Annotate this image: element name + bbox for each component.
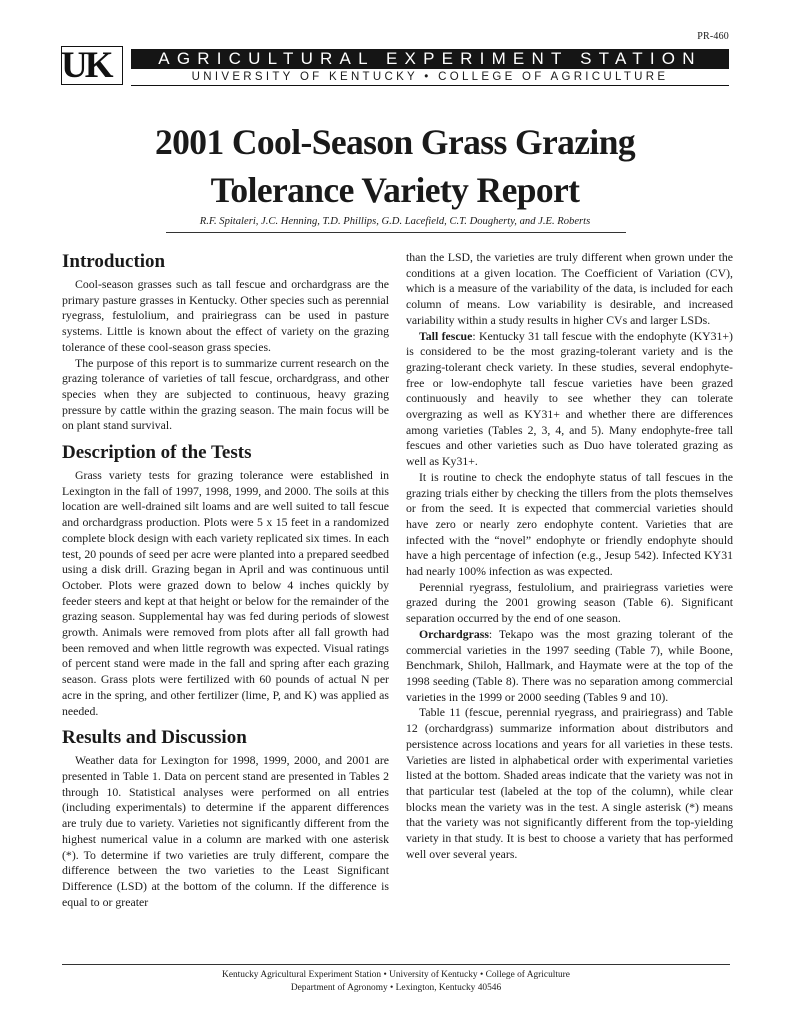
page-title: [61, 118, 729, 214]
introduction-heading: Introduction: [62, 251, 166, 272]
university-line: UNIVERSITY OF KENTUCKY • COLLEGE OF AGRICULTURE: [131, 70, 729, 86]
author-list: R.F. Spitaleri, J.C. Henning, T.D. Phillips, G.D. Lacefield, C.T. Dougherty, and J.E. Roberts: [199, 216, 591, 227]
footer-line-1: Kentucky Agricultural Experiment Station • University of Kentucky • College of Agriculture: [222, 970, 570, 980]
title-line-1: 2001 Cool-Season Grass Grazing: [155, 122, 635, 162]
tall-fescue-label: Tall fescue: [419, 328, 473, 343]
orchardgrass-label: Orchardgrass: [419, 626, 489, 641]
uk-logo-text: [61, 46, 125, 86]
introduction-paragraph-1: Cool-season grasses such as tall fescue and orchardgrass are the primary pasture grasses in Kentucky. Other species such as perennial ryegrass, festulolium, and prairiegrass can be used in pasture systems. Little is known about the effect of variety on the grazing tolerance of these cool-season grass species.: [62, 277, 389, 354]
results-heading: Results and Discussion: [62, 727, 247, 749]
tables-summary-paragraph: Table 11 (fescue, perennial ryegrass, and prairiegrass) and Table 12 (orchardgrass) summarize information about distributors and persistence across locations and years for all varieties in these tests. Varieties are listed in alphabetical order with experimental varieties listed at the bottom. Shaded areas indicate that the variety was not in that particular test (labeled at the top of the column), while clear blocks mean the variety was in the test. A single asterisk (*) means that the variety was not significantly different from the top-yielding variety in that study. It is best to choose a variety that has performed well over several years.: [406, 705, 733, 861]
footer: [62, 969, 730, 995]
introduction-paragraph-2: The purpose of this report is to summarize current research on the grazing tolerance of varieties of tall fescue, orchardgrass, and other species when they are subjected to continuous, heavy grazing pressure by cattle within the grazing season. The main focus will be on plant stand survival.: [62, 355, 389, 433]
right-column: [406, 250, 733, 862]
description-heading: Description of the Tests: [62, 442, 252, 464]
publication-number: PR-460: [697, 31, 729, 42]
orchardgrass-paragraph: [406, 627, 733, 706]
tall-fescue-text: : Kentucky 31 tall fescue with the endophyte (KY31+) is considered to be the most grazing-tolerant variety and is the grazing-tolerant check variety. In these studies, several endophyte-free or low-endophyte tall fescue varieties have been grazed continuously and heavily to see whether they can tolerate overgrazing as well as KY31+ and whether there are differences among varieties (Tables 2, 3, 4, and 5). Many endophyte-free tall fescues and other varieties such as Duo have tolerated grazing as well as Ky31+.: [406, 328, 733, 469]
orchardgrass-text: : Tekapo was the most grazing tolerant of the commercial varieties in the 1997 seeding (Table 7), while Boone, Benchmark, Shiloh, Hallmark, and Haymate were at the top of the 1998 seeding (Table 8). There was no separation among commercial varieties in the 1999 or 2000 seeding (Tables 9 and 10).: [406, 626, 733, 704]
left-column: [62, 250, 389, 910]
station-name: AGRICULTURAL EXPERIMENT STATION: [131, 49, 729, 69]
footer-line-2: Department of Agronomy • Lexington, Kentucky 40546: [290, 983, 502, 993]
tall-fescue-paragraph: [406, 329, 733, 470]
results-paragraph-1-continued: than the LSD, the varieties are truly different when grown under the conditions at a given location. The Coefficient of Variation (CV), which is a measure of the variability of the data, is included for each column of means. Low variability is desirable, and increased variability within a study results in higher CVs and larger LSDs.: [406, 250, 733, 327]
results-paragraph-1: Weather data for Lexington for 1998, 1999, 2000, and 2001 are presented in Table 1. Data on percent stand are presented in Tables 2 through 10. Statistical analyses were performed on all entries (including experimentals) to determine if the apparent differences are truly due to variety. Varieties not significantly different from the highest numerical value in a column are marked with one asterisk (*). To determine if two varieties are truly different, compare the difference between the two varieties to the Least Significant Difference (LSD) at the bottom of the column. If the difference is equal to or greater: [62, 753, 389, 909]
description-paragraph-1: Grass variety tests for grazing tolerance were established in Lexington in the fall of 1997, 1998, 1999, and 2000. The soils at this location are well-drained silt loams and are well suited to tall fescue and orchardgrass production. Plots were 5 x 15 feet in a randomized complete block design with each variety replicated six times. In each test, 20 pounds of seed per acre were planted into a prepared seedbed using a disk drill. Grazing began in April and was continuous until October. Plots were grazed down to below 4 inches quickly by feeder steers and kept at that height or below for the remainder of the grazing season. Supplemental hay was fed during periods of slowest growth. Animals were removed from plots after all fall growth had been removed and when little regrowth was expected. Visual ratings of percent stand were made in the fall and spring after each grazing season. Grass plots were fertilized with 60 pounds of actual N per acre in the spring, and other fertilizer (lime, P, and K) was applied as needed.: [62, 468, 389, 718]
logo-letters: UK: [61, 45, 111, 86]
title-line-2: Tolerance Variety Report: [210, 170, 580, 210]
footer-divider: [62, 964, 730, 965]
endophyte-paragraph: It is routine to check the endophyte status of tall fescues in the grazing trials either by checking the tillers from the plots themselves or from the seed. It is expected that commercial varieties should have zero or nearly zero endophyte content. Varieties that are infected with the “novel” endophyte or friendly endophyte should have a high percentage of infection (e.g., Jesup 542). Infected KY31 had nearly 100% infection as was expected.: [406, 469, 733, 579]
author-divider: [166, 232, 626, 233]
ryegrass-paragraph: Perennial ryegrass, festulolium, and prairiegrass varieties were grazed during the 2001 growing season (Table 6). Significant separation occurred by the end of one season.: [406, 579, 733, 626]
masthead: [61, 46, 729, 86]
